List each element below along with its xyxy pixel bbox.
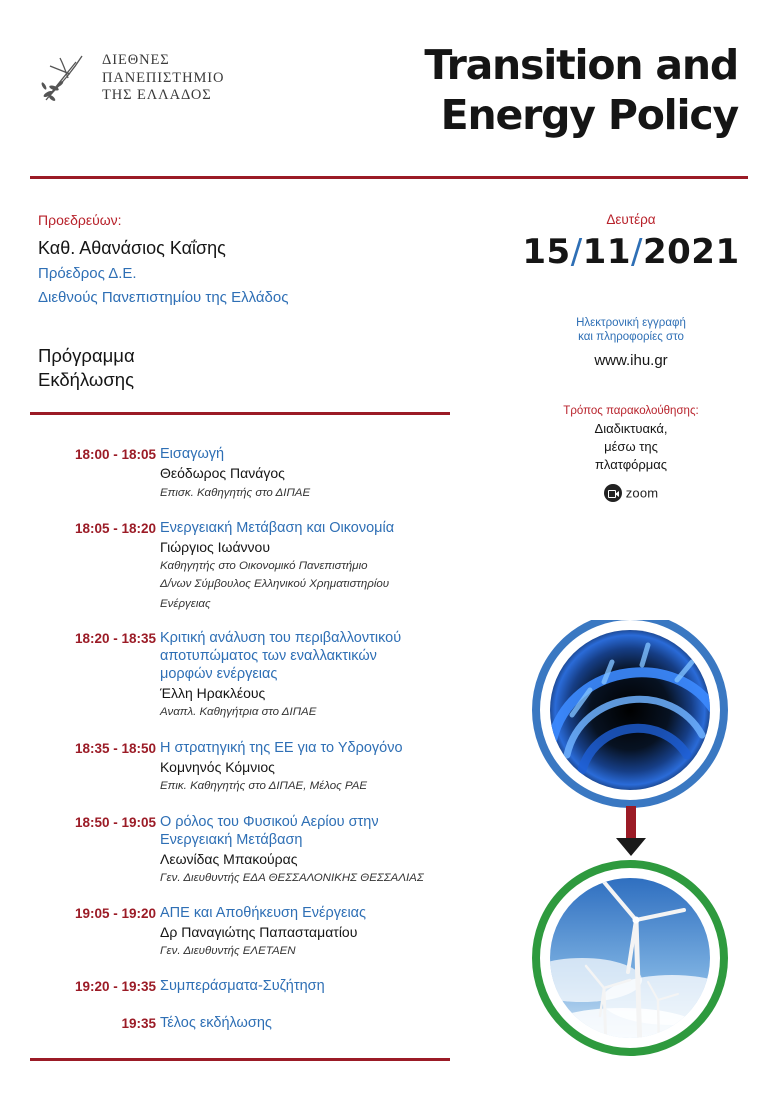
wind-turbine-icon xyxy=(522,864,742,1052)
platform-name: zoom xyxy=(625,485,659,501)
session-time: 19:05 - 19:20 xyxy=(74,906,156,921)
program-title-line: Πρόγραμμα xyxy=(38,345,135,366)
chair-name: Καθ. Αθανάσιος Καΐσης xyxy=(38,238,226,258)
chair-institution: Διεθνούς Πανεπιστημίου της Ελλάδος xyxy=(38,289,289,306)
session-title: Συμπεράσματα-Συζήτηση xyxy=(160,978,325,994)
session-time: 18:00 - 18:05 xyxy=(74,447,156,462)
zoom-camera-icon xyxy=(604,484,622,502)
session-speaker: Γιώργιος Ιωάννου xyxy=(160,539,271,555)
session-title: Τέλος εκδήλωσης xyxy=(160,1015,272,1031)
session-time: 19:35 xyxy=(121,1016,156,1031)
session-time: 18:05 - 18:20 xyxy=(74,521,156,536)
session-speaker: Κομνηνός Κόμνιος xyxy=(160,759,275,775)
session-affiliation: Επισκ. Καθηγητής στο ΔΙΠΑΕ xyxy=(160,487,311,499)
session-time: 19:20 - 19:35 xyxy=(74,979,156,994)
website-link[interactable]: www.ihu.gr xyxy=(594,352,668,369)
chair-role: Πρόεδρος Δ.Ε. xyxy=(38,265,137,282)
university-name-line: ΔΙΕΘΝΕΣ xyxy=(102,52,170,68)
session-speaker: Έλλη Ηρακλέους xyxy=(160,685,266,701)
chair-label: Προεδρεύων: xyxy=(38,212,122,228)
session-title: ΑΠΕ και Αποθήκευση Ενέργειας xyxy=(160,905,367,921)
program-title-line: Εκδήλωσης xyxy=(38,369,134,390)
university-name xyxy=(102,52,224,105)
footer-divider xyxy=(30,1058,450,1061)
session-title: Ενεργειακή Μετάβαση και Οικονομία xyxy=(160,520,395,536)
university-name-line: ΤΗΣ ΕΛΛΑΔΟΣ xyxy=(102,87,212,103)
watch-mode-text: Διαδικτυακά, xyxy=(594,421,668,436)
program-divider xyxy=(30,412,450,415)
session-time: 18:35 - 18:50 xyxy=(74,741,156,756)
zoom-logo xyxy=(520,484,742,502)
session-speaker: Θεόδωρος Πανάγος xyxy=(160,465,285,481)
session-time: 18:50 - 19:05 xyxy=(74,815,156,830)
event-title-line: Transition and xyxy=(424,41,738,89)
date-year: 2021 xyxy=(642,232,740,272)
session-title: αποτυπώματος των εναλλακτικών xyxy=(160,648,377,664)
session-speaker: Λεωνίδας Μπακούρας xyxy=(160,851,298,867)
session-title: Ο ρόλος του Φυσικού Αερίου στην xyxy=(160,814,379,830)
event-title-line: Energy Policy xyxy=(440,91,738,139)
session-affiliation: Γεν. Διευθυντής ΕΛΕΤΑΕΝ xyxy=(160,945,296,957)
registration-text: και πληροφορίες στο xyxy=(578,331,684,343)
session-affiliation: Δ/νων Σύμβουλος Ελληνικού Χρηματιστηρίου xyxy=(160,578,390,590)
university-logo-icon xyxy=(38,48,90,108)
event-title xyxy=(424,40,738,140)
energy-transition-illustration xyxy=(512,620,748,1060)
watch-mode-text: πλατφόρμας xyxy=(594,457,668,472)
watch-mode-label: Τρόπος παρακολούθησης: xyxy=(563,405,699,417)
event-day: Δευτέρα xyxy=(606,212,656,227)
session-speaker: Δρ Παναγιώτης Παπασταματίου xyxy=(160,924,358,940)
date-separator: / xyxy=(570,232,583,272)
university-name-line: ΠΑΝΕΠΙΣΤΗΜΙΟ xyxy=(102,69,225,86)
watch-mode-text: μέσω της xyxy=(604,439,658,454)
header-divider xyxy=(30,176,748,179)
session-title: Ενεργειακή Μετάβαση xyxy=(160,832,303,848)
event-date xyxy=(520,232,742,272)
gas-flame-icon xyxy=(536,620,724,804)
registration-text: Ηλεκτρονική εγγραφή xyxy=(576,317,686,329)
program-title xyxy=(38,344,135,392)
date-separator: / xyxy=(631,232,643,272)
session-time: 18:20 - 18:35 xyxy=(74,631,156,646)
date-month: 11 xyxy=(582,232,631,272)
session-title: μορφών ενέργειας xyxy=(160,666,278,682)
down-arrow-icon xyxy=(616,806,646,856)
date-day: 15 xyxy=(522,232,571,272)
session-affiliation: Αναπλ. Καθηγήτρια στο ΔΙΠΑΕ xyxy=(160,706,317,718)
session-title: Εισαγωγή xyxy=(160,446,225,462)
session-affiliation: Επικ. Καθηγητής στο ΔΙΠΑΕ, Μέλος ΡΑΕ xyxy=(160,780,368,792)
session-title: Κριτική ανάλυση του περιβαλλοντικού xyxy=(160,630,402,646)
session-affiliation: Καθηγητής στο Οικονομικό Πανεπιστήμιο xyxy=(160,560,368,572)
session-affiliation: Ενέργειας xyxy=(160,598,211,610)
session-title: Η στρατηγική της ΕΕ για το Υδρογόνο xyxy=(160,740,403,756)
session-affiliation: Γεν. Διευθυντής ΕΔΑ ΘΕΣΣΑΛΟΝΙΚΗΣ ΘΕΣΣΑΛΙΑΣ xyxy=(160,872,424,884)
